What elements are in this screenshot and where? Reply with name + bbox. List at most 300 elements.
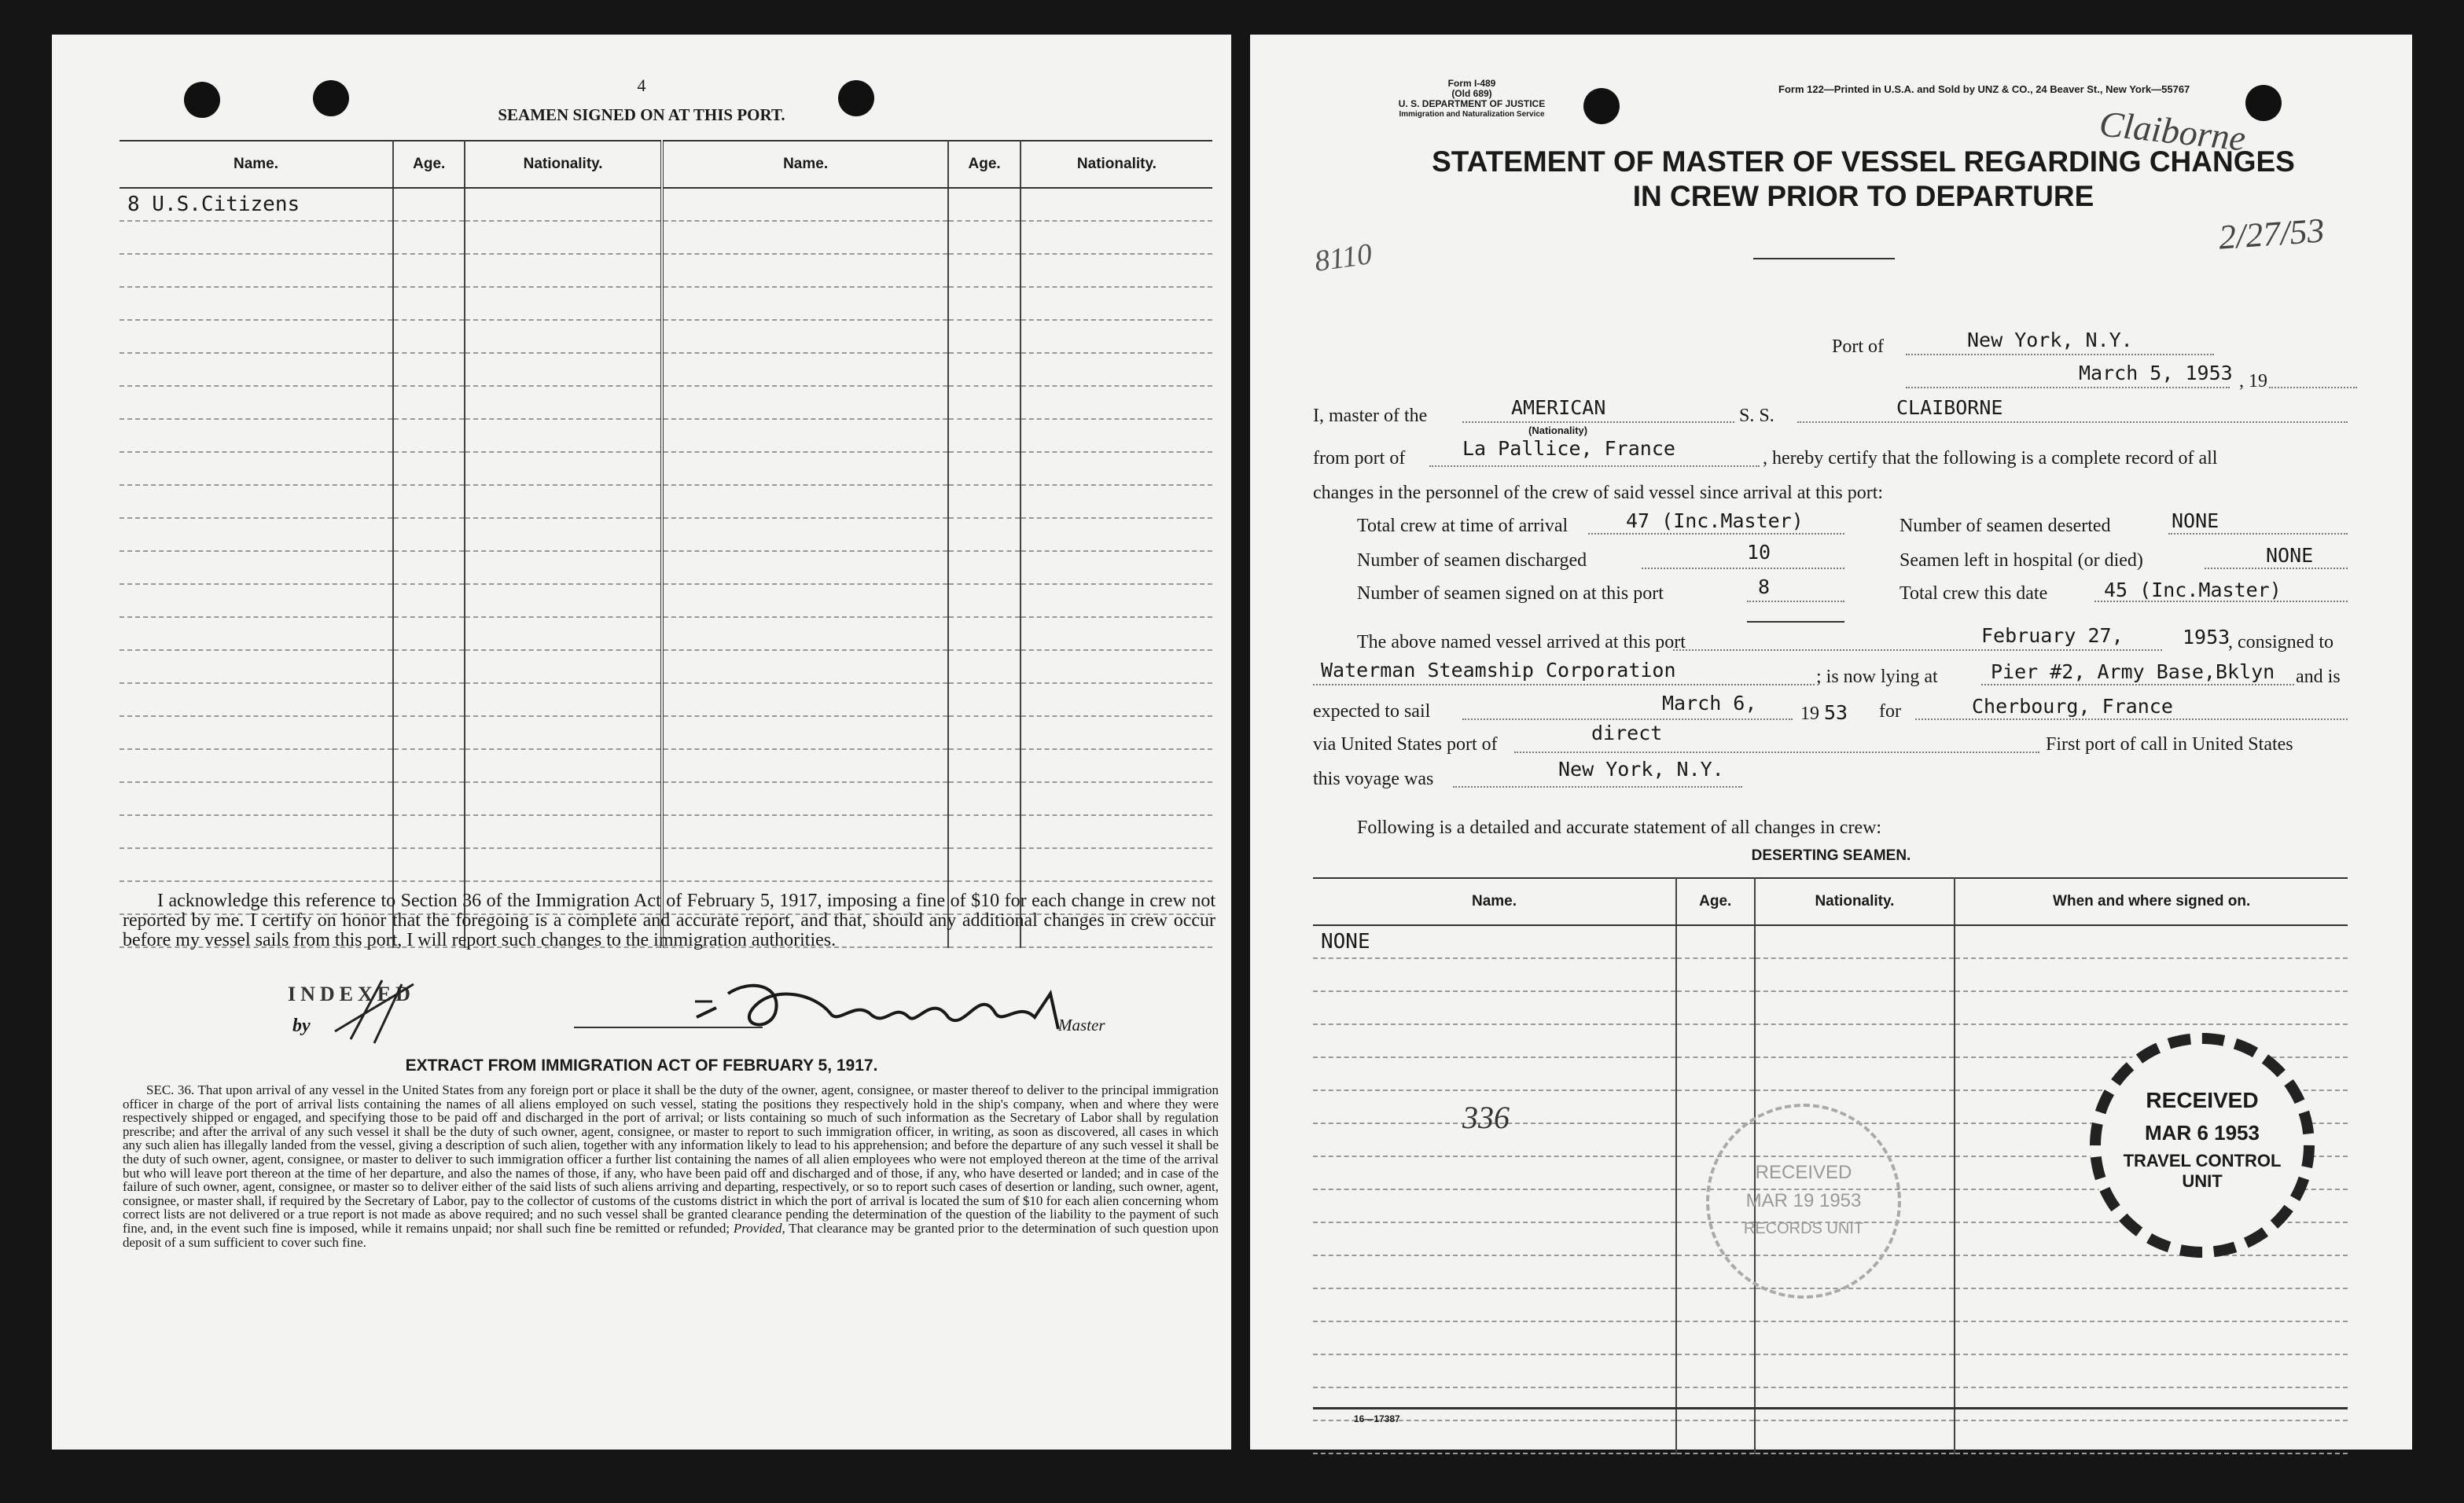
table-row (1313, 991, 2348, 1024)
table-cell (465, 749, 661, 782)
expected-line (1462, 718, 1793, 720)
first-port-label: First port of call in United States (2046, 734, 2293, 755)
table-cell (948, 419, 1020, 452)
table-cell (1955, 958, 2348, 991)
table-cell (948, 485, 1020, 518)
deserted-label: Number of seamen deserted (1899, 516, 2111, 536)
table-row (120, 650, 1212, 683)
title-line-1: STATEMENT OF MASTER OF VESSEL REGARDING CHANGES (1432, 145, 2295, 178)
table-cell (1021, 221, 1212, 254)
certify-text: , hereby certify that the following is a complete record of all (1763, 448, 2218, 469)
table-cell (465, 617, 661, 650)
travel-control-stamp (2090, 1033, 2315, 1258)
table-row (120, 584, 1212, 617)
title-line-2: IN CREW PRIOR TO DEPARTURE (1632, 180, 2094, 212)
table-cell (1755, 925, 1955, 958)
table-cell (1313, 1288, 1676, 1321)
table-cell (662, 848, 949, 881)
table-cell (1313, 1420, 1676, 1453)
discharged-line (1642, 568, 1844, 569)
table-cell (465, 452, 661, 485)
left-page (52, 35, 1231, 1450)
column-header: Name. (1313, 878, 1676, 925)
table-row (1313, 1387, 2348, 1420)
table-cell (662, 353, 949, 386)
table-cell (948, 617, 1020, 650)
table-row (120, 485, 1212, 518)
table-cell (662, 518, 949, 551)
table-cell (662, 188, 949, 221)
table-cell (662, 749, 949, 782)
stamp2-text: RECEIVED (2146, 1088, 2259, 1112)
column-header: Age. (1676, 878, 1755, 925)
table-cell (948, 782, 1020, 815)
table-cell (1676, 1057, 1755, 1090)
punch-hole (1583, 88, 1620, 124)
acknowledgment-text: I acknowledge this reference to Section 36 of the Immigration Act of February 5, 1917, imposing a fine of $10 for each change in crew not reported by me. I certify on honor that the foregoing is a complete and accurate report, and that, should any additional changes in crew occur before my vessel sails from this port, I will report such changes to the immigration authorities. (123, 891, 1215, 950)
deserted-value: NONE (2172, 509, 2219, 532)
table-cell (465, 716, 661, 749)
table-cell (393, 617, 465, 650)
table-cell (393, 221, 465, 254)
via-line (1514, 752, 2039, 753)
signed-on-label: Number of seamen signed on at this port (1357, 583, 1664, 604)
table-cell (120, 353, 393, 386)
table-cell (465, 518, 661, 551)
table-cell (120, 254, 393, 287)
page-number: 4 (637, 75, 646, 95)
table-cell (1955, 1387, 2348, 1420)
section-36-text (123, 1083, 1219, 1249)
table-cell (662, 221, 949, 254)
table-cell (1313, 1321, 1676, 1354)
signed-on-value: 8 (1758, 575, 1771, 598)
following-text: Following is a detailed and accurate statement of all changes in crew: (1357, 818, 1882, 838)
table-cell (948, 749, 1020, 782)
table-cell (465, 485, 661, 518)
expected-value: March 6, (1662, 692, 1757, 715)
date-line (1906, 387, 2230, 388)
by-label: by (292, 1016, 311, 1036)
arrived-year: 1953 (2183, 626, 2230, 649)
table-cell (120, 419, 393, 452)
table-cell (393, 650, 465, 683)
table-cell (1021, 815, 1212, 848)
table-cell (1955, 991, 2348, 1024)
table-row (120, 254, 1212, 287)
table-cell (1955, 1354, 2348, 1387)
section-36-tail: That clearance may be granted prior to the determination of such question upon deposit of a sum sufficient to cover such fine. (123, 1220, 1219, 1250)
table-cell (465, 419, 661, 452)
from-port-label: from port of (1313, 448, 1406, 469)
indexed-stamp: INDEXED (288, 983, 415, 1005)
voyage-line (1453, 786, 1742, 788)
table-cell (120, 815, 393, 848)
table-cell (948, 320, 1020, 353)
table-cell (1021, 485, 1212, 518)
table-cell (662, 650, 949, 683)
extract-title: EXTRACT FROM IMMIGRATION ACT OF FEBRUARY 5, 1917. (405, 1057, 878, 1075)
form-title (1313, 145, 2414, 214)
table-cell (1021, 287, 1212, 320)
date-value: March 5, 1953 (2079, 362, 2233, 384)
table-cell (662, 584, 949, 617)
and-is: and is (2296, 667, 2341, 687)
table-row (120, 551, 1212, 584)
table-cell (465, 584, 661, 617)
table-cell (1755, 958, 1955, 991)
consignee-line (1313, 684, 1815, 685)
table-cell (1021, 584, 1212, 617)
table-cell (393, 716, 465, 749)
table-row (120, 353, 1212, 386)
table-cell (1755, 1387, 1955, 1420)
lying-label: ; is now lying at (1816, 667, 1938, 687)
form-old: (Old 689) (1451, 88, 1492, 99)
arrived-value: February 27, (1981, 624, 2124, 647)
destination: Cherbourg, France (1972, 695, 2173, 718)
table-cell (662, 815, 949, 848)
table-cell (1676, 991, 1755, 1024)
table-cell (948, 815, 1020, 848)
table-cell (465, 188, 661, 221)
column-header: Nationality. (465, 141, 661, 188)
table-cell (662, 287, 949, 320)
from-port-line (1429, 465, 1760, 467)
table-cell (948, 188, 1020, 221)
column-header: Nationality. (1755, 878, 1955, 925)
table-cell (948, 353, 1020, 386)
table-cell (465, 221, 661, 254)
section-36-provided: Provided, (733, 1220, 785, 1236)
table-row (120, 419, 1212, 452)
table-cell (120, 452, 393, 485)
table-cell (120, 485, 393, 518)
deserting-title: DESERTING SEAMEN. (1751, 847, 1911, 864)
port-value: New York, N.Y. (1967, 329, 2133, 351)
table-cell (393, 254, 465, 287)
table-cell (465, 782, 661, 815)
table-cell (1021, 188, 1212, 221)
table-cell (120, 584, 393, 617)
table-cell (120, 386, 393, 419)
table-cell (393, 188, 465, 221)
table-cell (120, 320, 393, 353)
nationality-value: AMERICAN (1511, 396, 1606, 419)
stamp2-date: MAR 6 1953 (2145, 1121, 2260, 1145)
from-port-value: La Pallice, France (1462, 437, 1675, 460)
table-cell (465, 386, 661, 419)
table-cell (1021, 320, 1212, 353)
table-cell (662, 419, 949, 452)
initials-mark (327, 976, 421, 1047)
total-crew-value: 47 (Inc.Master) (1626, 509, 1804, 532)
stamp1-date: MAR 19 1953 (1745, 1190, 1862, 1211)
table-cell (1021, 683, 1212, 716)
table-cell (1313, 1156, 1676, 1189)
for-label: for (1879, 701, 1901, 722)
table-cell (662, 452, 949, 485)
year-prefix-text: 19 (2249, 371, 2267, 391)
table-cell (1021, 551, 1212, 584)
column-header: Age. (393, 141, 465, 188)
table-cell (1021, 782, 1212, 815)
table-cell (120, 617, 393, 650)
sum-rule (1747, 621, 1844, 623)
column-header: When and where signed on. (1955, 878, 2348, 925)
table-cell (120, 683, 393, 716)
table-cell (662, 386, 949, 419)
table-cell (393, 452, 465, 485)
table-cell (393, 584, 465, 617)
footer-code: 16—17387 (1354, 1413, 1400, 1424)
table-cell (465, 683, 661, 716)
table-row (120, 782, 1212, 815)
section-36-body: SEC. 36. That upon arrival of any vessel in the United States from any foreign port or place it shall be the duty of the owner, agent, consignee, or master thereof to deliver to the principal immigration officer in charge of the port of arrival lists containing the names of all aliens employed on such vessel, stating the positions they respectively hold in the ship's company, when and where they were respectively shipped or engaged, and specifying those to be paid off and discharged in the port of arrival; or lists containing so much of such information as the Secretary of Labor shall by regulation prescribe; and after the arrival of any such vessel it shall be the duty of such owner, agent, consignee, or master to report to such immigration officer, in writing, as soon as discovered, all cases in which any such alien has illegally landed from the vessel, giving a description of such alien, together with any information likely to lead to his apprehension; and before the departure of any such vessel it shall be the duty of such owner, agent, consignee, or master to deliver to such immigration officer a further list containing the names of all alien employees who were not employed thereon at the time of the arrival but who will leave port thereon at the time of her departure, and also the names of those, if any, who have been paid off and discharged and of those, if any, who have deserted or landed; and in case of the failure of such owner, agent, consignee, or master so to deliver either of the said lists of such aliens arriving and departing, respectively, or so to report such cases of desertion or landing, such owner, agent, consignee, or master shall, if required by the Secretary of Labor, pay to the collector of customs of the customs district in which the port of arrival is located the sum of $10 for each alien concerning whom correct lists are not delivered or a true report is not made as above required; and no such vessel shall be granted clearance pending the determination of the question of the liability to the payment of such fine, and, in the event such fine is imposed, while it remains unpaid; nor shall such fine be remitted or refunded; (123, 1082, 1219, 1236)
year-prefix: , 19 (2239, 371, 2267, 391)
table-cell (393, 683, 465, 716)
table-cell (1021, 650, 1212, 683)
table-cell (120, 848, 393, 881)
table-row (120, 221, 1212, 254)
nationality-caption: (Nationality) (1528, 424, 1588, 436)
table-cell: NONE (1313, 925, 1676, 958)
table-cell (1755, 1354, 1955, 1387)
via-label: via United States port of (1313, 734, 1498, 755)
table-cell (1313, 1255, 1676, 1288)
table-cell (948, 452, 1020, 485)
table-cell (1955, 1321, 2348, 1354)
table-cell (662, 683, 949, 716)
table-row (120, 518, 1212, 551)
column-header: Nationality. (1021, 141, 1212, 188)
punch-hole (2245, 85, 2282, 121)
lying-line (1981, 684, 2294, 685)
handwritten-336: 336 (1462, 1100, 1510, 1135)
table-cell (1676, 1387, 1755, 1420)
signed-on-line (1747, 601, 1844, 602)
table-cell (1676, 1024, 1755, 1057)
table-row (1313, 1420, 2348, 1453)
table-cell (465, 254, 661, 287)
right-page (1250, 35, 2412, 1450)
table-cell (120, 782, 393, 815)
handwritten-number: 8110 (1312, 237, 1374, 278)
table-row (120, 683, 1212, 716)
table-cell (662, 716, 949, 749)
form-id-block (1370, 79, 1574, 119)
total-now-label: Total crew this date (1899, 583, 2048, 604)
table-cell (393, 353, 465, 386)
table-cell (120, 650, 393, 683)
table-cell (465, 287, 661, 320)
table-cell (1755, 1420, 1955, 1453)
expected-year-prefix: 19 (1800, 704, 1819, 724)
table-cell (1676, 1321, 1755, 1354)
table-cell (1021, 716, 1212, 749)
table-cell (1021, 254, 1212, 287)
table-cell (1955, 1255, 2348, 1288)
master-signature (681, 970, 1121, 1057)
table-cell (120, 551, 393, 584)
table-cell: 8 U.S.Citizens (120, 188, 393, 221)
stamp1-text: RECEIVED (1755, 1162, 1852, 1183)
table-cell (1021, 617, 1212, 650)
table-cell (465, 815, 661, 848)
table-cell (1755, 1057, 1955, 1090)
table-cell (465, 353, 661, 386)
table-cell (948, 386, 1020, 419)
table-cell (1955, 1288, 2348, 1321)
table-row (120, 848, 1212, 881)
title-rule (1753, 258, 1895, 259)
table-cell (948, 287, 1020, 320)
table-cell (1021, 452, 1212, 485)
deserted-line (2168, 533, 2348, 535)
table-row (120, 452, 1212, 485)
table-cell (1755, 991, 1955, 1024)
table-cell (1676, 1420, 1755, 1453)
table-row (120, 287, 1212, 320)
table-row (120, 815, 1212, 848)
destination-line (1915, 718, 2348, 720)
table-row (120, 617, 1212, 650)
master-of-label: I, master of the (1313, 406, 1428, 426)
arrived-line (1673, 649, 2162, 651)
expected-label: expected to sail (1313, 701, 1431, 722)
table-cell (120, 518, 393, 551)
table-row (120, 716, 1212, 749)
table-row (120, 320, 1212, 353)
table-row (1313, 925, 2348, 958)
column-header: Name. (662, 141, 949, 188)
total-crew-label: Total crew at time of arrival (1357, 516, 1569, 536)
table-cell (1676, 1354, 1755, 1387)
table-cell (662, 485, 949, 518)
table-cell (120, 749, 393, 782)
total-crew-line (1588, 533, 1844, 535)
table-cell (1955, 1420, 2348, 1453)
changes-text: changes in the personnel of the crew of said vessel since arrival at this port: (1313, 483, 1884, 503)
voyage-value: New York, N.Y. (1558, 758, 1724, 781)
service: Immigration and Naturalization Service (1399, 110, 1545, 119)
table-cell (662, 617, 949, 650)
master-label: Master (1058, 1016, 1105, 1034)
table-cell (1313, 1024, 1676, 1057)
table-cell (1955, 925, 2348, 958)
table-cell (393, 287, 465, 320)
year-line (2269, 387, 2357, 388)
table-cell (465, 650, 661, 683)
table-cell (662, 782, 949, 815)
table-cell (393, 551, 465, 584)
table-row (120, 749, 1212, 782)
table-cell (948, 584, 1020, 617)
discharged-label: Number of seamen discharged (1357, 550, 1587, 571)
records-unit-stamp (1706, 1104, 1901, 1299)
consignee: Waterman Steamship Corporation (1321, 659, 1676, 682)
hospital-label: Seamen left in hospital (or died) (1899, 550, 2143, 571)
hospital-value: NONE (2266, 544, 2314, 567)
table-cell (1676, 925, 1755, 958)
table-row (120, 188, 1212, 221)
table-cell (1676, 958, 1755, 991)
agency: U. S. DEPARTMENT OF JUSTICE (1398, 98, 1546, 109)
table-cell (120, 221, 393, 254)
stamp2-unit: TRAVEL CONTROL UNIT (2123, 1151, 2282, 1191)
column-header: Name. (120, 141, 393, 188)
hospital-line (2205, 568, 2348, 569)
discharged-value: 10 (1747, 541, 1771, 564)
total-now-value: 45 (Inc.Master) (2104, 579, 2282, 601)
voyage-label: this voyage was (1313, 769, 1434, 789)
column-header: Age. (948, 141, 1020, 188)
table-cell (393, 419, 465, 452)
ss-label: S. S. (1739, 406, 1774, 426)
vessel-name: CLAIBORNE (1896, 396, 2003, 419)
form-id: Form I-489 (1447, 78, 1496, 89)
section-title: SEAMEN SIGNED ON AT THIS PORT. (498, 105, 785, 124)
vessel-line (1797, 421, 2348, 423)
table-cell (1021, 518, 1212, 551)
table-cell (1021, 749, 1212, 782)
seamen-signed-on-table (120, 140, 1212, 948)
table-cell (1676, 1090, 1755, 1123)
table-cell (1313, 1354, 1676, 1387)
table-cell (393, 815, 465, 848)
table-cell (1755, 1024, 1955, 1057)
nationality-line (1462, 421, 1734, 423)
table-cell (1021, 419, 1212, 452)
table-cell (1313, 1222, 1676, 1255)
table-cell (1313, 1189, 1676, 1222)
table-cell (948, 551, 1020, 584)
table-cell (948, 848, 1020, 881)
lying-value: Pier #2, Army Base,Bklyn (1991, 660, 2275, 683)
table-cell (393, 485, 465, 518)
table-cell (1313, 991, 1676, 1024)
table-cell (465, 551, 661, 584)
table-cell (120, 716, 393, 749)
table-row (1313, 958, 2348, 991)
table-cell (662, 254, 949, 287)
table-cell (948, 716, 1020, 749)
port-label: Port of (1832, 336, 1884, 357)
table-cell (1676, 1288, 1755, 1321)
table-cell (393, 320, 465, 353)
table-cell (1021, 848, 1212, 881)
table-cell (393, 518, 465, 551)
arrived-label: The above named vessel arrived at this port (1357, 632, 1686, 652)
table-cell (948, 518, 1020, 551)
table-cell (948, 650, 1020, 683)
consigned-label: , consigned to (2228, 632, 2333, 652)
port-line (1906, 354, 2214, 355)
bottom-rule (1313, 1407, 2348, 1409)
table-row (120, 386, 1212, 419)
table-row (1313, 1321, 2348, 1354)
table-cell (120, 287, 393, 320)
printer-note: Form 122—Printed in U.S.A. and Sold by UNZ & CO., 24 Beaver St., New York—55767 (1778, 83, 2190, 95)
expected-year (1800, 701, 1848, 725)
table-cell (1021, 353, 1212, 386)
table-cell (393, 386, 465, 419)
table-cell (1021, 386, 1212, 419)
handwritten-date: 2/27/53 (2217, 211, 2326, 257)
table-cell (1755, 1321, 1955, 1354)
table-cell (465, 848, 661, 881)
table-cell (948, 221, 1020, 254)
